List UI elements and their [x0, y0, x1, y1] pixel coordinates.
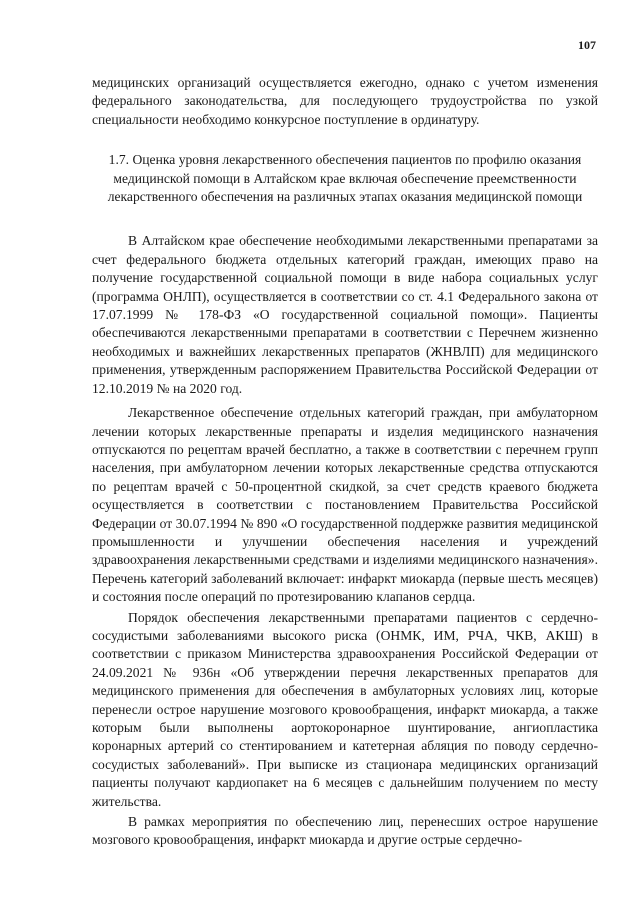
section-heading: 1.7. Оценка уровня лекарственного обеспечения пациентов по профилю оказания медицинской помощи в Алтайском крае включая обеспечение преемственности лекарственного обеспечения на различных этапах оказания медицинской помощи — [107, 152, 583, 205]
body-paragraph: Лекарственное обеспечение отдельных категорий граждан, при амбулаторном лечении которых лекарственные препараты и изделия медицинского назначения отпускаются по рецептам врачей бесплатно, а также в соответствии с перечнем групп населения, при амбулаторном лечении которых лекарственные средства отпускаются по рецептам врачей с 50-процентной скидкой, за счет средств краевого бюджета осуществляется в соответствии с постановлением Правительства Российской Федерации от 30.07.1994 № 890 «О государственной поддержке развития медицинской промышленности и улучшении обеспечения населения и учреждений здравоохранения лекарственными средствами и изделиями медицинского назначения». Перечень категорий заболеваний включает: инфаркт миокарда (первые шесть месяцев) и состояния после операций по протезированию клапанов сердца. — [92, 405, 598, 605]
intro-paragraph: медицинских организаций осуществляется ежегодно, однако с учетом изменения федерального законодательства, для последующего трудоустройства по узкой специальности необходимо конкурсное поступление в ординатуру. — [92, 75, 598, 127]
body-paragraph: Порядок обеспечения лекарственными препаратами пациентов с сердечно-сосудистыми заболеваниями высокого риска (ОНМК, ИМ, РЧА, ЧКВ, АКШ) в соответствии с приказом Министерства здравоохранения Российской Федерации от 24.09.2021 № 936н «Об утверждении перечня лекарственных препаратов для медицинского применения для обеспечения в амбулаторных условиях лиц, которые перенесли острое нарушение мозгового кровообращения, инфаркт миокарда, а также которым были выполнены аортокоронарное шунтирование, ангиопластика коронарных артерий со стентированием и катетерная абляция по поводу сердечно-сосудистых заболеваний». При выписке из стационара медицинских организаций пациенты получают кардиопакет на 6 месяцев с дальнейшим получением по месту жительства. — [92, 609, 598, 809]
page-number: 107 — [578, 38, 596, 52]
page-content — [92, 74, 598, 850]
body-paragraph: В Алтайском крае обеспечение необходимыми лекарственными препаратами за счет федерального бюджета отдельных категорий граждан, имеющих право на получение государственной социальной помощи в виде набора социальных услуг (программа ОНЛП), осуществляется в соответствии со ст. 4.1 Федерального закона от 17.07.1999 № 178-ФЗ «О государственной социальной помощи». Пациенты обеспечиваются лекарственными препаратами в соответствии с Перечнем жизненно необходимых и важнейших лекарственных препаратов (ЖНВЛП) для медицинского применения, утвержденным распоряжением Правительства Российской Федерации от 12.10.2019 № на 2020 год. — [92, 233, 598, 396]
body-paragraph: В рамках мероприятия по обеспечению лиц, перенесших острое нарушение мозгового кровообращения, инфаркт миокарда и другие острые сердечно- — [92, 814, 598, 848]
